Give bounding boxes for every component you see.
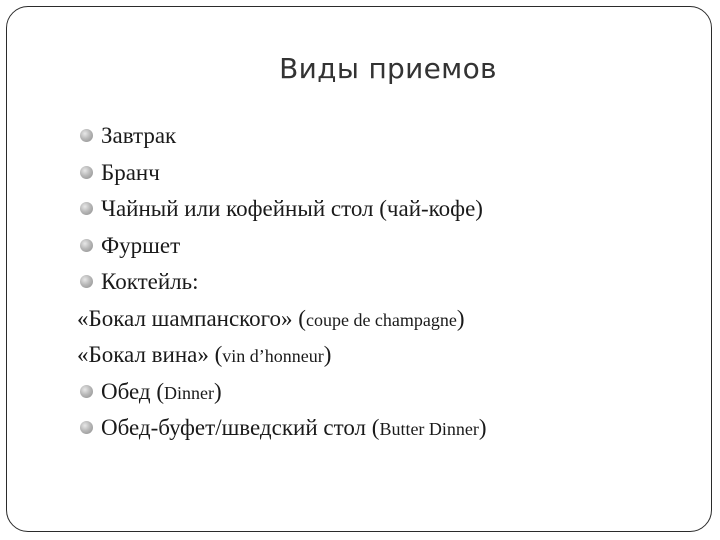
- bullet-icon: [80, 239, 93, 252]
- list-item: [77, 410, 697, 447]
- open-paren: (: [156, 378, 165, 404]
- sub-item: [77, 301, 697, 338]
- list-item-text: Коктейль:: [101, 269, 199, 294]
- list-item-text: Фуршет: [101, 232, 181, 258]
- list-item: [77, 191, 697, 228]
- close-paren: ): [214, 378, 222, 404]
- list-item: [77, 228, 697, 265]
- list-item: [77, 118, 697, 155]
- sub-item-text: «Бокал шампанского»: [77, 305, 299, 331]
- close-paren: ): [323, 342, 332, 367]
- bullet-icon: [80, 421, 93, 434]
- sub-item-note: vin d’honneur: [222, 346, 324, 366]
- list-item-text: Обед-буфет/шведский стол: [101, 415, 372, 440]
- list-item-note: Butter Dinner: [379, 419, 479, 439]
- bullet-icon: [80, 275, 93, 288]
- close-paren: ): [478, 415, 487, 440]
- list-item-text: Обед: [101, 378, 157, 404]
- open-paren: (: [214, 342, 223, 367]
- list-item: [77, 264, 697, 301]
- list-item-text: Завтрак: [101, 123, 177, 148]
- list-item-text: Бранч: [101, 159, 160, 185]
- bullet-icon: [80, 166, 93, 179]
- slide-content: [77, 118, 697, 447]
- bullet-icon: [80, 202, 93, 215]
- list-item: [77, 374, 697, 411]
- list-item-note: Dinner: [164, 382, 215, 403]
- sub-item: [77, 337, 697, 374]
- bullet-icon: [80, 385, 93, 398]
- bullet-icon: [80, 129, 93, 142]
- close-paren: ): [456, 305, 465, 331]
- sub-item-note: coupe de champagne: [305, 309, 457, 330]
- slide-title: Виды приемов: [279, 52, 497, 85]
- open-paren: (: [371, 415, 380, 440]
- sub-item-text: «Бокал вина»: [77, 342, 215, 367]
- list-item-text: Чайный или кофейный стол (чай-кофе): [101, 196, 483, 221]
- list-item: [77, 155, 697, 192]
- open-paren: (: [298, 305, 306, 331]
